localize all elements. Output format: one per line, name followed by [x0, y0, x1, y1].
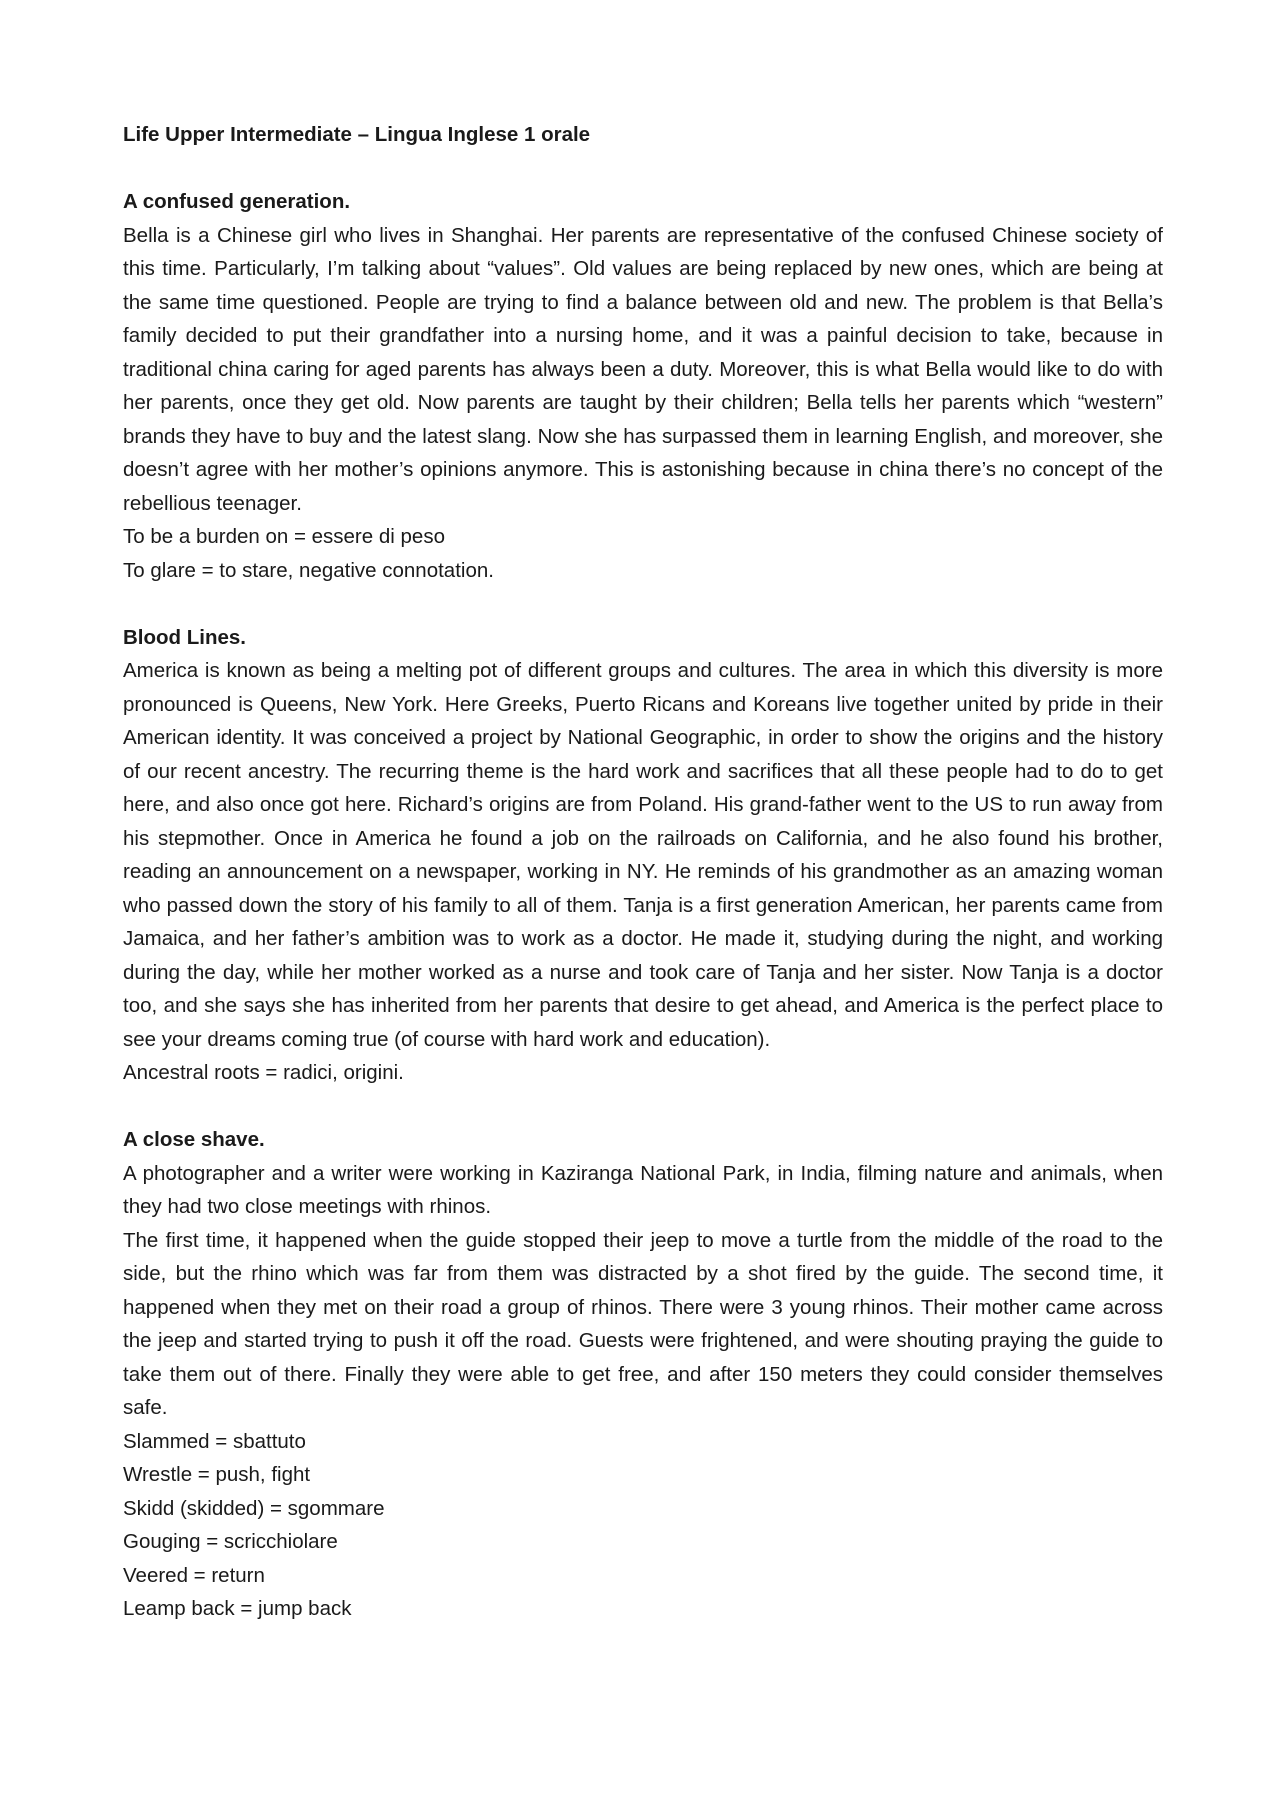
vocabulary-entry: Gouging = scricchiolare: [123, 1530, 338, 1553]
section-heading: A close shave.: [123, 1128, 265, 1151]
section-confused-generation: [123, 185, 1163, 587]
vocabulary-entry: Slammed = sbattuto: [123, 1429, 306, 1453]
vocabulary-entry: Veered = return: [123, 1563, 265, 1587]
vocabulary-entry: To be a burden on = essere di peso: [123, 525, 445, 548]
section-close-shave: [123, 1123, 1163, 1626]
section-paragraph: The first time, it happened when the guide stopped their jeep to move a turtle from the middle of the road to the side, but the rhino which was far from them was distracted by a shot fired by the guide. The second time, it happened when they met on their road a group of rhinos. There were 3 young rhinos. Their mother came across the jeep and started trying to push it off the road. Guests were frightened, and were shouting praying the guide to take them out of there. Finally they were able to get free, and after 150 meters they could consider themselves safe.: [123, 1228, 1163, 1419]
vocabulary-entry: To glare = to stare, negative connotation.: [123, 558, 494, 582]
document-page: [123, 118, 1163, 1626]
section-heading: Blood Lines.: [123, 625, 246, 649]
section-blood-lines: [123, 621, 1163, 1090]
vocabulary-entry: Leamp back = jump back: [123, 1597, 352, 1620]
vocabulary-entry: Skidd (skidded) = sgommare: [123, 1496, 385, 1520]
vocabulary-entry: Wrestle = push, fight: [123, 1463, 311, 1486]
section-paragraph: Bella is a Chinese girl who lives in Shanghai. Her parents are representative of the confused Chinese society of this time. Particularly, I’m talking about “values”. Old values are being replaced by new ones, which are being at the same time questioned. People are trying to find a balance between old and new. The problem is that Bella’s family decided to put their grandfather into a nursing home, and it was a painful decision to take, because in traditional china caring for aged parents has always been a duty. Moreover, this is what Bella would like to do with her parents, once they get old. Now parents are taught by their children; Bella tells her parents which “western” brands they have to buy and the latest slang. Now she has surpassed them in learning English, and moreover, she doesn’t agree with her mother’s opinions anymore. This is astonishing because in china there’s no concept of the rebellious teenager.: [123, 223, 1163, 515]
document-title: Life Upper Intermediate – Lingua Inglese 1 orale: [123, 123, 591, 146]
section-paragraph: America is known as being a melting pot of different groups and cultures. The area in which this diversity is more pronounced is Queens, New York. Here Greeks, Puerto Ricans and Koreans live together united by pride in their American identity. It was conceived a project by National Geographic, in order to show the origins and the history of our recent ancestry. The recurring theme is the hard work and sacrifices that all these people had to do to get here, and also once got here. Richard’s origins are from Poland. His grand-father went to the US to run away from his stepmother. Once in America he found a job on the railroads on California, and he also found his brother, reading an announcement on a newspaper, working in NY. He reminds of his grandmother as an amazing woman who passed down the story of his family to all of them. Tanja is a first generation American, her parents came from Jamaica, and her father’s ambition was to work as a doctor. He made it, studying during the night, and working during the day, while her mother worked as a nurse and took care of Tanja and her sister. Now Tanja is a doctor too, and she says she has inherited from her parents that desire to get ahead, and America is the perfect place to see your dreams coming true (of course with hard work and education).: [123, 659, 1163, 1051]
section-paragraph: A photographer and a writer were working in Kaziranga National Park, in India, filming nature and animals, when they had two close meetings with rhinos.: [123, 1161, 1163, 1218]
section-heading: A confused generation.: [123, 190, 351, 213]
vocabulary-entry: Ancestral roots = radici, origini.: [123, 1061, 404, 1084]
